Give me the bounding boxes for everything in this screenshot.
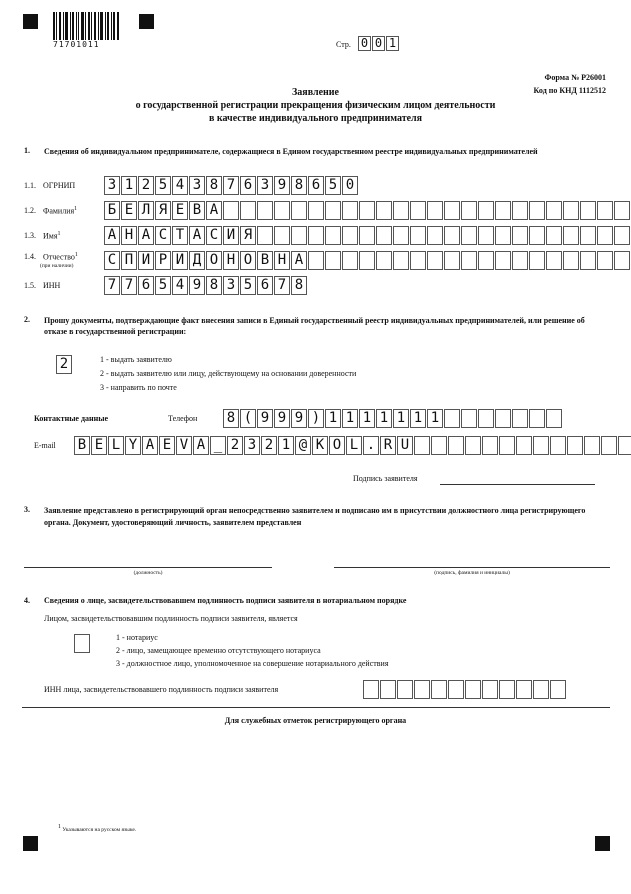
char-cell[interactable] xyxy=(478,251,494,270)
char-cell[interactable]: 1 xyxy=(325,409,341,428)
applicant-signature-label: Подпись заявителя xyxy=(353,474,418,483)
char-cell[interactable] xyxy=(512,251,528,270)
char-cell[interactable]: U xyxy=(397,436,413,455)
char-cell[interactable] xyxy=(478,226,494,245)
char-cell[interactable]: 1 xyxy=(410,409,426,428)
char-cell[interactable]: И xyxy=(223,226,239,245)
official-signature-caption: (подпись, фамилия и инициалы) xyxy=(434,570,510,576)
char-cell[interactable] xyxy=(516,436,532,455)
char-cell[interactable] xyxy=(563,201,579,220)
char-cell[interactable] xyxy=(580,201,596,220)
barcode-bars xyxy=(53,12,119,40)
name-cells[interactable] xyxy=(104,226,631,245)
char-cell[interactable] xyxy=(274,201,290,220)
footnote xyxy=(58,824,136,833)
char-cell[interactable] xyxy=(342,201,358,220)
char-cell[interactable] xyxy=(308,251,324,270)
surname-label-text: Фамилия xyxy=(43,206,75,216)
ogrnip-label: ОГРНИП xyxy=(43,181,76,190)
char-cell[interactable] xyxy=(274,226,290,245)
char-cell[interactable]: K xyxy=(312,436,328,455)
section4-choice-cell[interactable] xyxy=(74,634,91,653)
section4-option-1: 1 - нотариус xyxy=(116,633,158,642)
char-cell[interactable]: 4 xyxy=(172,176,188,195)
char-cell[interactable] xyxy=(584,436,600,455)
section3-number: 3. xyxy=(24,505,30,514)
char-cell[interactable]: 1 xyxy=(342,409,358,428)
char-cell[interactable] xyxy=(567,436,583,455)
char-cell[interactable]: Y xyxy=(125,436,141,455)
char-cell[interactable] xyxy=(482,436,498,455)
char-cell[interactable] xyxy=(223,201,239,220)
char-cell[interactable]: A xyxy=(142,436,158,455)
char-cell[interactable]: 8 xyxy=(291,176,307,195)
char-cell[interactable]: 8 xyxy=(206,176,222,195)
char-cell[interactable]: И xyxy=(172,251,188,270)
section2-number: 2. xyxy=(24,315,30,324)
char-cell[interactable] xyxy=(359,226,375,245)
surname-cells[interactable] xyxy=(104,201,631,220)
section2-choice-cell[interactable] xyxy=(56,355,73,374)
char-cell[interactable] xyxy=(495,226,511,245)
char-cell[interactable] xyxy=(546,251,562,270)
char-cell[interactable]: 1 xyxy=(121,176,137,195)
char-cell[interactable] xyxy=(431,680,447,699)
char-cell[interactable]: Я xyxy=(155,201,171,220)
char-cell[interactable]: С xyxy=(104,251,120,270)
barcode-number: 71701011 xyxy=(53,40,100,49)
char-cell[interactable] xyxy=(448,680,464,699)
char-cell[interactable]: 7 xyxy=(121,276,137,295)
char-cell[interactable]: Н xyxy=(121,226,137,245)
char-cell[interactable]: 4 xyxy=(172,276,188,295)
char-cell[interactable]: В xyxy=(189,201,205,220)
official-signature-line[interactable] xyxy=(334,567,610,568)
applicant-signature-line[interactable] xyxy=(440,484,595,485)
char-cell[interactable] xyxy=(597,251,613,270)
char-cell[interactable]: В xyxy=(257,251,273,270)
section4-subheading: Лицом, засвидетельствовавшим подлинность подписи заявителя, является xyxy=(44,614,298,623)
char-cell[interactable] xyxy=(533,436,549,455)
patronymic-cells[interactable] xyxy=(104,251,631,270)
char-cell[interactable] xyxy=(74,634,90,653)
char-cell[interactable] xyxy=(482,680,498,699)
char-cell[interactable]: 6 xyxy=(240,176,256,195)
char-cell[interactable]: Я xyxy=(240,226,256,245)
char-cell[interactable] xyxy=(444,226,460,245)
char-cell[interactable]: A xyxy=(193,436,209,455)
char-cell[interactable] xyxy=(291,226,307,245)
section4-heading: Сведения о лице, засвидетельствовавшем подлинность подписи заявителя в нотариальном порядке xyxy=(44,596,407,605)
char-cell[interactable] xyxy=(325,201,341,220)
name-label-text: Имя xyxy=(43,231,58,241)
char-cell[interactable] xyxy=(580,226,596,245)
char-cell[interactable]: С xyxy=(206,226,222,245)
char-cell[interactable]: А xyxy=(206,201,222,220)
section4-option-3: 3 - должностное лицо, уполномоченное на совершение нотариального действия xyxy=(116,659,389,668)
char-cell[interactable] xyxy=(325,251,341,270)
char-cell[interactable]: Н xyxy=(274,251,290,270)
char-cell[interactable] xyxy=(461,409,477,428)
section2-option-2: 2 - выдать заявителю или лицу, действующему на основании доверенности xyxy=(100,369,357,378)
form-number: Форма № Р26001 xyxy=(544,73,606,82)
char-cell[interactable] xyxy=(529,409,545,428)
char-cell[interactable]: А xyxy=(291,251,307,270)
char-cell[interactable]: 3 xyxy=(257,176,273,195)
char-cell[interactable]: 5 xyxy=(325,176,341,195)
char-cell[interactable] xyxy=(240,201,256,220)
char-cell[interactable]: R xyxy=(380,436,396,455)
char-cell[interactable]: А xyxy=(138,226,154,245)
char-cell[interactable] xyxy=(359,251,375,270)
char-cell[interactable] xyxy=(512,226,528,245)
char-cell[interactable]: 5 xyxy=(155,276,171,295)
char-cell[interactable] xyxy=(550,680,566,699)
char-cell[interactable]: Л xyxy=(138,201,154,220)
title-line1: Заявление xyxy=(292,87,339,98)
char-cell[interactable] xyxy=(614,201,630,220)
char-cell[interactable]: 9 xyxy=(274,409,290,428)
char-cell[interactable] xyxy=(512,409,528,428)
char-cell[interactable] xyxy=(325,226,341,245)
char-cell[interactable]: И xyxy=(138,251,154,270)
char-cell[interactable] xyxy=(291,201,307,220)
phone-label: Телефон xyxy=(168,414,198,423)
char-cell[interactable] xyxy=(410,201,426,220)
char-cell[interactable] xyxy=(465,436,481,455)
char-cell[interactable]: 9 xyxy=(257,409,273,428)
char-cell[interactable] xyxy=(444,201,460,220)
barcode xyxy=(53,12,119,40)
char-cell[interactable] xyxy=(465,680,481,699)
inn-label: ИНН xyxy=(43,281,61,290)
patronymic-footnote-mark: 1 xyxy=(74,252,78,258)
inn-cells[interactable] xyxy=(104,276,308,295)
char-cell[interactable]: E xyxy=(159,436,175,455)
char-cell[interactable]: B xyxy=(74,436,90,455)
char-cell[interactable] xyxy=(427,251,443,270)
char-cell[interactable] xyxy=(546,409,562,428)
char-cell[interactable]: 6 xyxy=(308,176,324,195)
patronymic-label xyxy=(43,252,78,262)
name-label xyxy=(43,231,61,241)
corner-marker-top-right xyxy=(139,14,154,29)
char-cell[interactable]: 3 xyxy=(189,176,205,195)
char-cell[interactable]: Р xyxy=(155,251,171,270)
char-cell[interactable]: Е xyxy=(121,201,137,220)
char-cell[interactable]: ) xyxy=(308,409,324,428)
char-cell[interactable] xyxy=(495,251,511,270)
char-cell[interactable] xyxy=(427,226,443,245)
char-cell[interactable]: П xyxy=(121,251,137,270)
char-cell[interactable] xyxy=(448,436,464,455)
section3-text: Заявление представлено в регистрирующий орган непосредственно заявителем и подписано им в присутствии должностного лица регистрирующего органа. Документ, удостоверяющий личность, заявителем представлен xyxy=(44,506,586,527)
char-cell[interactable]: 2 xyxy=(56,355,72,374)
char-cell[interactable] xyxy=(393,226,409,245)
char-cell[interactable]: V xyxy=(176,436,192,455)
char-cell[interactable] xyxy=(614,226,630,245)
char-cell[interactable] xyxy=(478,409,494,428)
char-cell[interactable] xyxy=(363,680,379,699)
char-cell[interactable]: 7 xyxy=(104,276,120,295)
char-cell[interactable]: Т xyxy=(172,226,188,245)
section1-number: 1. xyxy=(24,146,30,155)
corner-marker-top-left xyxy=(23,14,38,29)
char-cell[interactable] xyxy=(414,680,430,699)
char-cell[interactable]: 3 xyxy=(223,276,239,295)
char-cell[interactable]: 1 xyxy=(386,36,399,51)
char-cell[interactable]: L xyxy=(108,436,124,455)
char-cell[interactable]: О xyxy=(206,251,222,270)
char-cell[interactable]: 5 xyxy=(240,276,256,295)
char-cell[interactable] xyxy=(461,226,477,245)
surname-label xyxy=(43,206,77,216)
char-cell[interactable] xyxy=(461,201,477,220)
char-cell[interactable] xyxy=(376,226,392,245)
char-cell[interactable] xyxy=(529,251,545,270)
char-cell[interactable]: 0 xyxy=(342,176,358,195)
char-cell[interactable] xyxy=(308,201,324,220)
char-cell[interactable] xyxy=(516,680,532,699)
char-cell[interactable] xyxy=(495,409,511,428)
page-label: Стр. xyxy=(336,40,351,49)
char-cell[interactable]: 9 xyxy=(274,176,290,195)
contacts-label: Контактные данные xyxy=(34,414,109,423)
char-cell[interactable] xyxy=(499,436,515,455)
char-cell[interactable] xyxy=(563,251,579,270)
char-cell[interactable] xyxy=(257,226,273,245)
char-cell[interactable]: 2 xyxy=(227,436,243,455)
char-cell[interactable] xyxy=(533,680,549,699)
char-cell[interactable]: O xyxy=(329,436,345,455)
ogrnip-cells[interactable] xyxy=(104,176,359,195)
patronymic-number: 1.4. xyxy=(24,252,36,261)
surname-footnote-mark: 1 xyxy=(74,206,78,212)
notary-inn-label: ИНН лица, засвидетельствовавшего подлинность подписи заявителя xyxy=(44,685,279,694)
char-cell[interactable]: 5 xyxy=(155,176,171,195)
footnote-text: Указываются на русском языке. xyxy=(62,826,137,833)
char-cell[interactable] xyxy=(512,201,528,220)
char-cell[interactable]: 1 xyxy=(278,436,294,455)
char-cell[interactable] xyxy=(546,226,562,245)
char-cell[interactable] xyxy=(410,251,426,270)
char-cell[interactable] xyxy=(376,201,392,220)
position-caption: (должность) xyxy=(133,570,163,576)
patronymic-note: (при наличии) xyxy=(40,263,74,269)
char-cell[interactable] xyxy=(529,226,545,245)
char-cell[interactable] xyxy=(414,436,430,455)
char-cell[interactable]: 3 xyxy=(104,176,120,195)
char-cell[interactable]: С xyxy=(155,226,171,245)
char-cell[interactable] xyxy=(478,201,494,220)
surname-number: 1.2. xyxy=(24,206,36,215)
title-line2: о государственной регистрации прекращения физическим лицом деятельности xyxy=(135,100,496,111)
char-cell[interactable] xyxy=(376,251,392,270)
char-cell[interactable] xyxy=(597,201,613,220)
service-divider xyxy=(22,707,610,708)
char-cell[interactable] xyxy=(393,251,409,270)
char-cell[interactable] xyxy=(444,409,460,428)
char-cell[interactable] xyxy=(431,436,447,455)
section4-number: 4. xyxy=(24,596,30,605)
char-cell[interactable]: 7 xyxy=(223,176,239,195)
char-cell[interactable]: E xyxy=(91,436,107,455)
title-line3: в качестве индивидуального предпринимателя xyxy=(208,113,423,124)
form-knd-code: Код по КНД 1112512 xyxy=(533,86,606,95)
char-cell[interactable] xyxy=(461,251,477,270)
char-cell[interactable]: 6 xyxy=(257,276,273,295)
char-cell[interactable]: L xyxy=(346,436,362,455)
char-cell[interactable] xyxy=(618,436,631,455)
char-cell[interactable] xyxy=(342,251,358,270)
char-cell[interactable] xyxy=(444,251,460,270)
section2-option-1: 1 - выдать заявителю xyxy=(100,355,172,364)
section2-option-3: 3 - направить по почте xyxy=(100,383,177,392)
phone-cells[interactable] xyxy=(223,409,563,428)
ogrnip-number: 1.1. xyxy=(24,181,36,190)
email-cells[interactable] xyxy=(74,436,631,455)
char-cell[interactable]: 1 xyxy=(393,409,409,428)
char-cell[interactable] xyxy=(380,680,396,699)
char-cell[interactable] xyxy=(393,201,409,220)
section4-option-2: 2 - лицо, замещающее временно отсутствующего нотариуса xyxy=(116,646,321,655)
char-cell[interactable]: 1 xyxy=(359,409,375,428)
char-cell[interactable]: 2 xyxy=(261,436,277,455)
char-cell[interactable] xyxy=(601,436,617,455)
char-cell[interactable]: 1 xyxy=(376,409,392,428)
char-cell[interactable] xyxy=(546,201,562,220)
char-cell[interactable]: Б xyxy=(104,201,120,220)
char-cell[interactable] xyxy=(410,226,426,245)
char-cell[interactable]: 3 xyxy=(244,436,260,455)
section2-heading: Прошу документы, подтверждающие факт внесения записи в Единый государственный реестр индивидуальных предпринимателей, или решение об отказе в государственной регистрации: xyxy=(44,316,585,336)
notary-inn-cells[interactable] xyxy=(363,680,567,699)
char-cell[interactable] xyxy=(342,226,358,245)
char-cell[interactable] xyxy=(359,201,375,220)
footnote-mark: 1 xyxy=(58,824,61,830)
char-cell[interactable]: @ xyxy=(295,436,311,455)
char-cell[interactable]: А xyxy=(189,226,205,245)
char-cell[interactable] xyxy=(563,226,579,245)
email-label: E-mail xyxy=(34,441,56,450)
char-cell[interactable]: О xyxy=(240,251,256,270)
char-cell[interactable] xyxy=(308,226,324,245)
char-cell[interactable]: 0 xyxy=(372,36,385,51)
char-cell[interactable] xyxy=(614,251,630,270)
char-cell[interactable]: 9 xyxy=(189,276,205,295)
char-cell[interactable]: Е xyxy=(172,201,188,220)
char-cell[interactable]: ( xyxy=(240,409,256,428)
char-cell[interactable]: А xyxy=(104,226,120,245)
char-cell[interactable]: Д xyxy=(189,251,205,270)
position-line[interactable] xyxy=(24,567,272,568)
char-cell[interactable]: 9 xyxy=(291,409,307,428)
char-cell[interactable] xyxy=(580,251,596,270)
char-cell[interactable] xyxy=(499,680,515,699)
corner-marker-bottom-right xyxy=(595,836,610,851)
name-number: 1.3. xyxy=(24,231,36,240)
patronymic-label-text: Отчество xyxy=(43,252,75,262)
char-cell[interactable]: 0 xyxy=(358,36,371,51)
char-cell[interactable] xyxy=(427,201,443,220)
char-cell[interactable]: Н xyxy=(223,251,239,270)
section1-heading: Сведения об индивидуальном предпринимателе, содержащиеся в Едином государственном реестре индивидуальных предпринимателей xyxy=(44,147,538,156)
char-cell[interactable]: 6 xyxy=(138,276,154,295)
inn-number: 1.5. xyxy=(24,281,36,290)
char-cell[interactable]: . xyxy=(363,436,379,455)
service-heading: Для служебных отметок регистрирующего органа xyxy=(224,716,407,725)
char-cell[interactable]: 7 xyxy=(274,276,290,295)
char-cell[interactable]: 8 xyxy=(291,276,307,295)
char-cell[interactable]: 8 xyxy=(206,276,222,295)
page-number-cells[interactable] xyxy=(358,36,400,51)
char-cell[interactable] xyxy=(529,201,545,220)
char-cell[interactable]: 8 xyxy=(223,409,239,428)
char-cell[interactable] xyxy=(597,226,613,245)
char-cell[interactable]: 1 xyxy=(427,409,443,428)
corner-marker-bottom-left xyxy=(23,836,38,851)
char-cell[interactable]: _ xyxy=(210,436,226,455)
char-cell[interactable] xyxy=(550,436,566,455)
char-cell[interactable] xyxy=(257,201,273,220)
char-cell[interactable]: 2 xyxy=(138,176,154,195)
name-footnote-mark: 1 xyxy=(57,231,61,237)
char-cell[interactable] xyxy=(397,680,413,699)
char-cell[interactable] xyxy=(495,201,511,220)
